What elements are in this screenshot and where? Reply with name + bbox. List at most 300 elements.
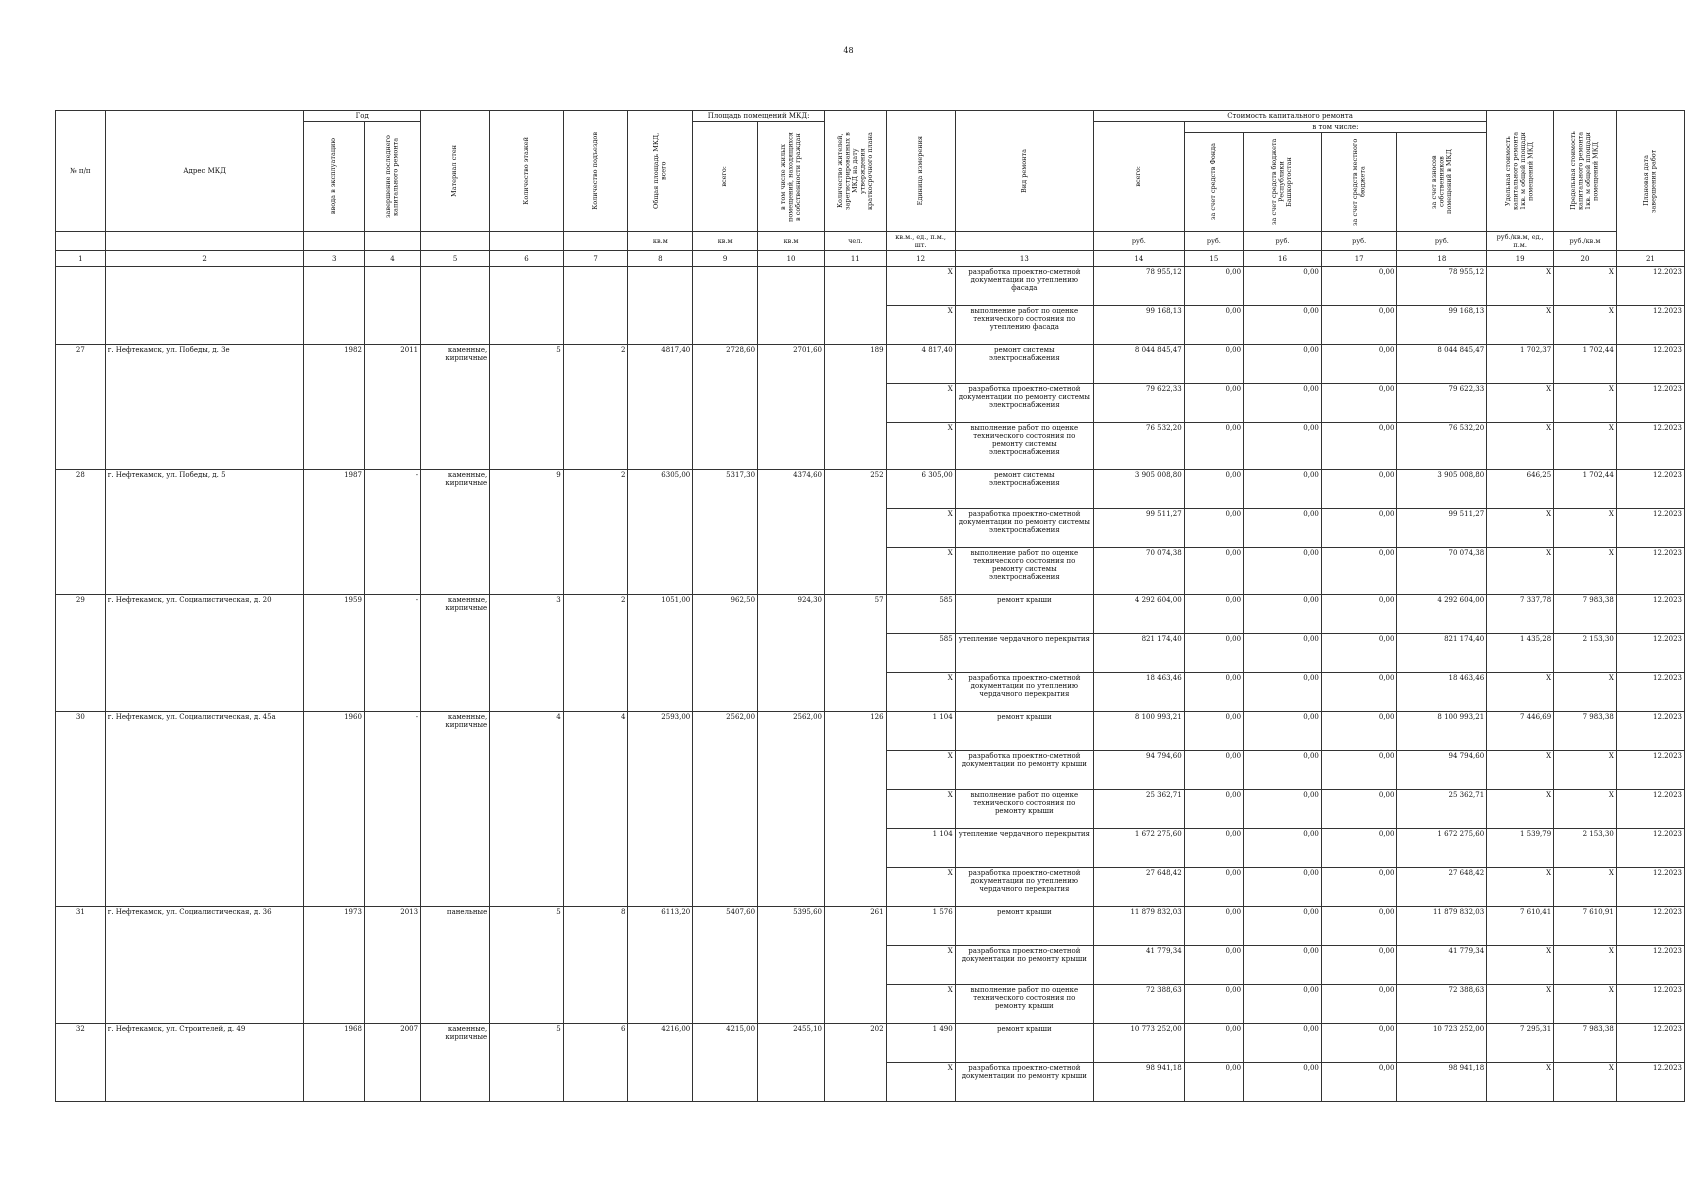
- work-type: разработка проектно-сметной документации по утеплению фасада: [955, 267, 1093, 306]
- col-number: 6: [490, 251, 563, 267]
- cost-owners: 18 463,46: [1397, 673, 1487, 712]
- unit-value: 6 305,00: [886, 470, 955, 509]
- planned-date: 12.2023: [1616, 1024, 1684, 1063]
- unit-cell: кв.м: [758, 232, 825, 251]
- table-row: [56, 345, 1685, 384]
- header-cost-group: Стоимость капитального ремонта: [1093, 111, 1486, 122]
- unit-value: X: [886, 868, 955, 907]
- unit-cell: руб.: [1184, 232, 1243, 251]
- residential-area: 2562,00: [758, 712, 825, 907]
- unit-value: X: [886, 673, 955, 712]
- col-number: 7: [563, 251, 628, 267]
- limit-cost: 1 702,44: [1554, 345, 1617, 384]
- cost-republic: 0,00: [1244, 306, 1322, 345]
- planned-date: 12.2023: [1616, 267, 1684, 306]
- col-number: 2: [105, 251, 304, 267]
- cost-republic: 0,00: [1244, 1063, 1322, 1102]
- col-number: 21: [1616, 251, 1684, 267]
- cost-total: 27 648,42: [1093, 868, 1184, 907]
- cost-republic: 0,00: [1244, 985, 1322, 1024]
- unit-value: X: [886, 985, 955, 1024]
- cost-local: 0,00: [1321, 790, 1397, 829]
- cost-owners: 8 100 993,21: [1397, 712, 1487, 751]
- year-commission: 1973: [304, 907, 364, 1024]
- cost-total: 98 941,18: [1093, 1063, 1184, 1102]
- row-number: 29: [56, 595, 106, 712]
- limit-cost: 2 153,30: [1554, 829, 1617, 868]
- planned-date: 12.2023: [1616, 907, 1684, 946]
- cost-total: 1 672 275,60: [1093, 829, 1184, 868]
- work-type: выполнение работ по оценке технического состояния по ремонту крыши: [955, 985, 1093, 1024]
- wall-material: каменные, кирпичные: [421, 470, 490, 595]
- year-commission: 1987: [304, 470, 364, 595]
- cost-local: 0,00: [1321, 509, 1397, 548]
- unit-value: X: [886, 946, 955, 985]
- col-number: 9: [693, 251, 758, 267]
- limit-cost: 7 983,38: [1554, 1024, 1617, 1063]
- cost-fund: 0,00: [1184, 423, 1243, 470]
- total-area: 1051,00: [628, 595, 693, 712]
- header-cost-owners: за счет взносов собственников помещений в МКД: [1397, 133, 1487, 232]
- unit-cell: чел.: [825, 232, 887, 251]
- residential-area: 5395,60: [758, 907, 825, 1024]
- cost-fund: 0,00: [1184, 267, 1243, 306]
- repair-plan-table: [55, 110, 1685, 1102]
- premises-area: 5407,60: [693, 907, 758, 1024]
- repair-plan-table-container: [55, 110, 1685, 1080]
- total-area: 4817,40: [628, 345, 693, 470]
- cost-republic: 0,00: [1244, 946, 1322, 985]
- planned-date: 12.2023: [1616, 829, 1684, 868]
- entrances: 2: [563, 595, 628, 712]
- premises-area: 5317,30: [693, 470, 758, 595]
- limit-cost: X: [1554, 946, 1617, 985]
- floors: 3: [490, 595, 563, 712]
- unit-cost: X: [1487, 509, 1554, 548]
- header-total-area: Общая площадь МКД, всего: [628, 111, 693, 232]
- cost-total: 8 100 993,21: [1093, 712, 1184, 751]
- row-number: 27: [56, 345, 106, 470]
- table-header: [56, 111, 1685, 267]
- cost-owners: 1 672 275,60: [1397, 829, 1487, 868]
- cost-owners: 25 362,71: [1397, 790, 1487, 829]
- cost-republic: 0,00: [1244, 907, 1322, 946]
- unit-value: 1 104: [886, 829, 955, 868]
- planned-date: 12.2023: [1616, 306, 1684, 345]
- unit-cost: 1 539,79: [1487, 829, 1554, 868]
- header-entrances: Количество подъездов: [563, 111, 628, 232]
- cost-fund: 0,00: [1184, 829, 1243, 868]
- cost-local: 0,00: [1321, 868, 1397, 907]
- cost-owners: 72 388,63: [1397, 985, 1487, 1024]
- unit-cost: X: [1487, 423, 1554, 470]
- wall-material: панельные: [421, 907, 490, 1024]
- cost-republic: 0,00: [1244, 790, 1322, 829]
- work-type: разработка проектно-сметной документации по ремонту крыши: [955, 1063, 1093, 1102]
- unit-cell: руб./кв.м, ед., п.м.: [1487, 232, 1554, 251]
- cost-total: 3 905 008,80: [1093, 470, 1184, 509]
- residents: 57: [825, 595, 887, 712]
- unit-cell: кв.м: [693, 232, 758, 251]
- premises-area: 2562,00: [693, 712, 758, 907]
- total-area: 6113,20: [628, 907, 693, 1024]
- row-number: 32: [56, 1024, 106, 1102]
- unit-cost: X: [1487, 548, 1554, 595]
- cost-fund: 0,00: [1184, 673, 1243, 712]
- floors: 9: [490, 470, 563, 595]
- floors: 5: [490, 345, 563, 470]
- planned-date: 12.2023: [1616, 470, 1684, 509]
- unit-value: 4 817,40: [886, 345, 955, 384]
- work-type: ремонт крыши: [955, 595, 1093, 634]
- building-address: г. Нефтекамск, ул. Социалистическая, д. 45а: [105, 712, 304, 907]
- cost-fund: 0,00: [1184, 470, 1243, 509]
- unit-cost: X: [1487, 306, 1554, 345]
- col-number: 12: [886, 251, 955, 267]
- cost-total: 78 955,12: [1093, 267, 1184, 306]
- col-number: 3: [304, 251, 364, 267]
- cost-local: 0,00: [1321, 1063, 1397, 1102]
- cost-local: 0,00: [1321, 423, 1397, 470]
- cost-republic: 0,00: [1244, 1024, 1322, 1063]
- unit-cell: руб.: [1397, 232, 1487, 251]
- planned-date: 12.2023: [1616, 946, 1684, 985]
- planned-date: 12.2023: [1616, 634, 1684, 673]
- building-address: г. Нефтекамск, ул. Социалистическая, д. 20: [105, 595, 304, 712]
- planned-date: 12.2023: [1616, 423, 1684, 470]
- cost-fund: 0,00: [1184, 595, 1243, 634]
- work-type: утепление чердачного перекрытия: [955, 829, 1093, 868]
- col-number: 17: [1321, 251, 1397, 267]
- cost-local: 0,00: [1321, 384, 1397, 423]
- unit-value: X: [886, 384, 955, 423]
- cost-owners: 70 074,38: [1397, 548, 1487, 595]
- table-row: [56, 712, 1685, 751]
- unit-cost: 646,25: [1487, 470, 1554, 509]
- planned-date: 12.2023: [1616, 868, 1684, 907]
- col-number: 1: [56, 251, 106, 267]
- work-type: выполнение работ по оценке технического состояния по ремонту крыши: [955, 790, 1093, 829]
- header-cost-total: всего:: [1093, 122, 1184, 232]
- work-type: утепление чердачного перекрытия: [955, 634, 1093, 673]
- col-number: 5: [421, 251, 490, 267]
- header-cost-republic: за счет средств бюджета Республики Башкортостан: [1244, 133, 1322, 232]
- cost-total: 70 074,38: [1093, 548, 1184, 595]
- entrances: 8: [563, 907, 628, 1024]
- cost-total: 4 292 604,00: [1093, 595, 1184, 634]
- entrances: 4: [563, 712, 628, 907]
- table-body: [56, 267, 1685, 1102]
- year-commission: 1959: [304, 595, 364, 712]
- cost-fund: 0,00: [1184, 306, 1243, 345]
- col-number: 14: [1093, 251, 1184, 267]
- planned-date: 12.2023: [1616, 548, 1684, 595]
- limit-cost: X: [1554, 423, 1617, 470]
- page-number: 48: [843, 46, 854, 55]
- col-number: 19: [1487, 251, 1554, 267]
- unit-value: X: [886, 306, 955, 345]
- unit-cost: X: [1487, 790, 1554, 829]
- cost-total: 821 174,40: [1093, 634, 1184, 673]
- planned-date: 12.2023: [1616, 985, 1684, 1024]
- residential-area: 2701,60: [758, 345, 825, 470]
- column-numbers-row: [56, 251, 1685, 267]
- col-number: 15: [1184, 251, 1243, 267]
- floors: 5: [490, 907, 563, 1024]
- limit-cost: 2 153,30: [1554, 634, 1617, 673]
- limit-cost: 1 702,44: [1554, 470, 1617, 509]
- unit-cost: 7 295,31: [1487, 1024, 1554, 1063]
- building-address: г. Нефтекамск, ул. Строителей, д. 49: [105, 1024, 304, 1102]
- premises-area: 4215,00: [693, 1024, 758, 1102]
- cost-local: 0,00: [1321, 267, 1397, 306]
- limit-cost: X: [1554, 790, 1617, 829]
- cost-owners: 76 532,20: [1397, 423, 1487, 470]
- building-address: г. Нефтекамск, ул. Социалистическая, д. 36: [105, 907, 304, 1024]
- cost-local: 0,00: [1321, 712, 1397, 751]
- unit-value: X: [886, 790, 955, 829]
- cost-republic: 0,00: [1244, 673, 1322, 712]
- col-number: 4: [364, 251, 420, 267]
- cost-owners: 8 044 845,47: [1397, 345, 1487, 384]
- unit-cost: 1 435,28: [1487, 634, 1554, 673]
- cost-owners: 821 174,40: [1397, 634, 1487, 673]
- header-premises-group: Площадь помещений МКД:: [693, 111, 825, 122]
- cost-owners: 4 292 604,00: [1397, 595, 1487, 634]
- header-unit-measure: Единица измерения: [886, 111, 955, 232]
- header-repair-type: Вид ремонта: [955, 111, 1093, 232]
- cost-fund: 0,00: [1184, 1063, 1243, 1102]
- table-row: [56, 470, 1685, 509]
- cost-total: 11 879 832,03: [1093, 907, 1184, 946]
- header-premises-residential: в том числе жилых помещений, находящихся в собственности граждан: [758, 122, 825, 232]
- header-year-last-repair: завершение последнего капитального ремонта: [364, 122, 420, 232]
- work-type: ремонт крыши: [955, 712, 1093, 751]
- unit-value: X: [886, 267, 955, 306]
- table-row: [56, 595, 1685, 634]
- limit-cost: X: [1554, 751, 1617, 790]
- year-last-repair: -: [364, 712, 420, 907]
- cost-republic: 0,00: [1244, 548, 1322, 595]
- residential-area: 2455,10: [758, 1024, 825, 1102]
- year-commission: 1982: [304, 345, 364, 470]
- premises-area: 962,50: [693, 595, 758, 712]
- work-type: разработка проектно-сметной документации по ремонту крыши: [955, 751, 1093, 790]
- cost-republic: 0,00: [1244, 423, 1322, 470]
- entrances: 6: [563, 1024, 628, 1102]
- table-row: [56, 907, 1685, 946]
- work-type: разработка проектно-сметной документации по ремонту системы электроснабжения: [955, 509, 1093, 548]
- cost-local: 0,00: [1321, 946, 1397, 985]
- unit-value: 585: [886, 634, 955, 673]
- limit-cost: X: [1554, 673, 1617, 712]
- unit-cost: X: [1487, 1063, 1554, 1102]
- cost-total: 79 622,33: [1093, 384, 1184, 423]
- work-type: разработка проектно-сметной документации по ремонту системы электроснабжения: [955, 384, 1093, 423]
- work-type: разработка проектно-сметной документации по утеплению чердачного перекрытия: [955, 868, 1093, 907]
- unit-cost: X: [1487, 751, 1554, 790]
- unit-value: X: [886, 423, 955, 470]
- residents: 202: [825, 1024, 887, 1102]
- unit-cell: кв.м., ед., п.м., шт.: [886, 232, 955, 251]
- unit-value: X: [886, 509, 955, 548]
- limit-cost: X: [1554, 306, 1617, 345]
- limit-cost: X: [1554, 267, 1617, 306]
- cost-owners: 98 941,18: [1397, 1063, 1487, 1102]
- cost-fund: 0,00: [1184, 1024, 1243, 1063]
- year-last-repair: 2013: [364, 907, 420, 1024]
- cost-owners: 94 794,60: [1397, 751, 1487, 790]
- limit-cost: X: [1554, 868, 1617, 907]
- unit-value: X: [886, 548, 955, 595]
- planned-date: 12.2023: [1616, 712, 1684, 751]
- unit-cost: 7 446,69: [1487, 712, 1554, 751]
- unit-cost: X: [1487, 673, 1554, 712]
- floors: 4: [490, 712, 563, 907]
- residential-area: 924,30: [758, 595, 825, 712]
- entrances: 2: [563, 470, 628, 595]
- cost-fund: 0,00: [1184, 946, 1243, 985]
- planned-date: 12.2023: [1616, 790, 1684, 829]
- cost-total: 72 388,63: [1093, 985, 1184, 1024]
- header-floors: Количество этажей: [490, 111, 563, 232]
- table-row: [56, 1024, 1685, 1063]
- total-area: 2593,00: [628, 712, 693, 907]
- cost-fund: 0,00: [1184, 548, 1243, 595]
- limit-cost: 7 983,38: [1554, 595, 1617, 634]
- cost-fund: 0,00: [1184, 751, 1243, 790]
- floors: 5: [490, 1024, 563, 1102]
- col-number: 8: [628, 251, 693, 267]
- header-year-group: Год: [304, 111, 421, 122]
- residents: 261: [825, 907, 887, 1024]
- cost-total: 99 168,13: [1093, 306, 1184, 345]
- limit-cost: 7 983,38: [1554, 712, 1617, 751]
- cost-local: 0,00: [1321, 470, 1397, 509]
- cost-local: 0,00: [1321, 829, 1397, 868]
- header-planned-date: Плановая дата завершения работ: [1616, 111, 1684, 251]
- header-year-commission: ввода в эксплуатацию: [304, 122, 364, 232]
- total-area: 4216,00: [628, 1024, 693, 1102]
- unit-cost: X: [1487, 384, 1554, 423]
- cost-fund: 0,00: [1184, 634, 1243, 673]
- unit-cell: руб.: [1093, 232, 1184, 251]
- cost-fund: 0,00: [1184, 509, 1243, 548]
- header-limit-cost: Предельная стоимость капитального ремонта 1кв. м общей площади помещений МКД: [1554, 111, 1617, 232]
- cost-local: 0,00: [1321, 634, 1397, 673]
- total-area: 6305,00: [628, 470, 693, 595]
- cost-fund: 0,00: [1184, 384, 1243, 423]
- unit-cell: руб.: [1321, 232, 1397, 251]
- cost-local: 0,00: [1321, 907, 1397, 946]
- col-number: 11: [825, 251, 887, 267]
- year-last-repair: 2007: [364, 1024, 420, 1102]
- limit-cost: X: [1554, 548, 1617, 595]
- wall-material: каменные, кирпичные: [421, 345, 490, 470]
- cost-fund: 0,00: [1184, 868, 1243, 907]
- cost-local: 0,00: [1321, 1024, 1397, 1063]
- row-number: 28: [56, 470, 106, 595]
- cost-fund: 0,00: [1184, 790, 1243, 829]
- header-num: № п/п: [56, 111, 106, 232]
- unit-value: 1 490: [886, 1024, 955, 1063]
- header-unit-cost: Удельная стоимость капитального ремонта 1кв. м общей площади помещений МКД: [1487, 111, 1554, 232]
- cost-republic: 0,00: [1244, 634, 1322, 673]
- col-number: 16: [1244, 251, 1322, 267]
- header-premises-total: всего:: [693, 122, 758, 232]
- header-address: Адрес МКД: [105, 111, 304, 232]
- unit-value: 1 576: [886, 907, 955, 946]
- cost-owners: 27 648,42: [1397, 868, 1487, 907]
- row-number: 30: [56, 712, 106, 907]
- cost-republic: 0,00: [1244, 267, 1322, 306]
- cost-fund: 0,00: [1184, 345, 1243, 384]
- unit-cell: кв.м: [628, 232, 693, 251]
- year-last-repair: -: [364, 470, 420, 595]
- unit-cost: 7 610,41: [1487, 907, 1554, 946]
- cost-local: 0,00: [1321, 751, 1397, 790]
- work-type: выполнение работ по оценке технического состояния по ремонту системы электроснабжения: [955, 423, 1093, 470]
- residents: 189: [825, 345, 887, 470]
- unit-value: X: [886, 751, 955, 790]
- cost-total: 10 773 252,00: [1093, 1024, 1184, 1063]
- cost-owners: 10 723 252,00: [1397, 1024, 1487, 1063]
- work-type: ремонт системы электроснабжения: [955, 345, 1093, 384]
- planned-date: 12.2023: [1616, 1063, 1684, 1102]
- planned-date: 12.2023: [1616, 673, 1684, 712]
- limit-cost: X: [1554, 1063, 1617, 1102]
- year-commission: 1960: [304, 712, 364, 907]
- cost-total: 8 044 845,47: [1093, 345, 1184, 384]
- table-row: [56, 267, 1685, 306]
- limit-cost: X: [1554, 985, 1617, 1024]
- residents: 252: [825, 470, 887, 595]
- limit-cost: 7 610,91: [1554, 907, 1617, 946]
- entrances: 2: [563, 345, 628, 470]
- wall-material: каменные, кирпичные: [421, 1024, 490, 1102]
- work-type: выполнение работ по оценке технического состояния по утеплению фасада: [955, 306, 1093, 345]
- col-number: 18: [1397, 251, 1487, 267]
- cost-fund: 0,00: [1184, 907, 1243, 946]
- planned-date: 12.2023: [1616, 751, 1684, 790]
- unit-value: X: [886, 1063, 955, 1102]
- cost-fund: 0,00: [1184, 712, 1243, 751]
- cost-owners: 41 779,34: [1397, 946, 1487, 985]
- cost-total: 41 779,34: [1093, 946, 1184, 985]
- cost-local: 0,00: [1321, 985, 1397, 1024]
- work-type: ремонт крыши: [955, 1024, 1093, 1063]
- cost-local: 0,00: [1321, 306, 1397, 345]
- unit-cost: X: [1487, 946, 1554, 985]
- year-last-repair: -: [364, 595, 420, 712]
- cost-republic: 0,00: [1244, 470, 1322, 509]
- row-number: 31: [56, 907, 106, 1024]
- unit-cost: 7 337,78: [1487, 595, 1554, 634]
- cost-owners: 78 955,12: [1397, 267, 1487, 306]
- cost-total: 99 511,27: [1093, 509, 1184, 548]
- cost-fund: 0,00: [1184, 985, 1243, 1024]
- col-number: 20: [1554, 251, 1617, 267]
- unit-cost: X: [1487, 868, 1554, 907]
- unit-cost: X: [1487, 267, 1554, 306]
- header-wall-material: Материал стен: [421, 111, 490, 232]
- building-address: г. Нефтекамск, ул. Победы, д. 3е: [105, 345, 304, 470]
- year-last-repair: 2011: [364, 345, 420, 470]
- year-commission: 1968: [304, 1024, 364, 1102]
- cost-republic: 0,00: [1244, 595, 1322, 634]
- wall-material: каменные, кирпичные: [421, 595, 490, 712]
- work-type: разработка проектно-сметной документации по ремонту крыши: [955, 946, 1093, 985]
